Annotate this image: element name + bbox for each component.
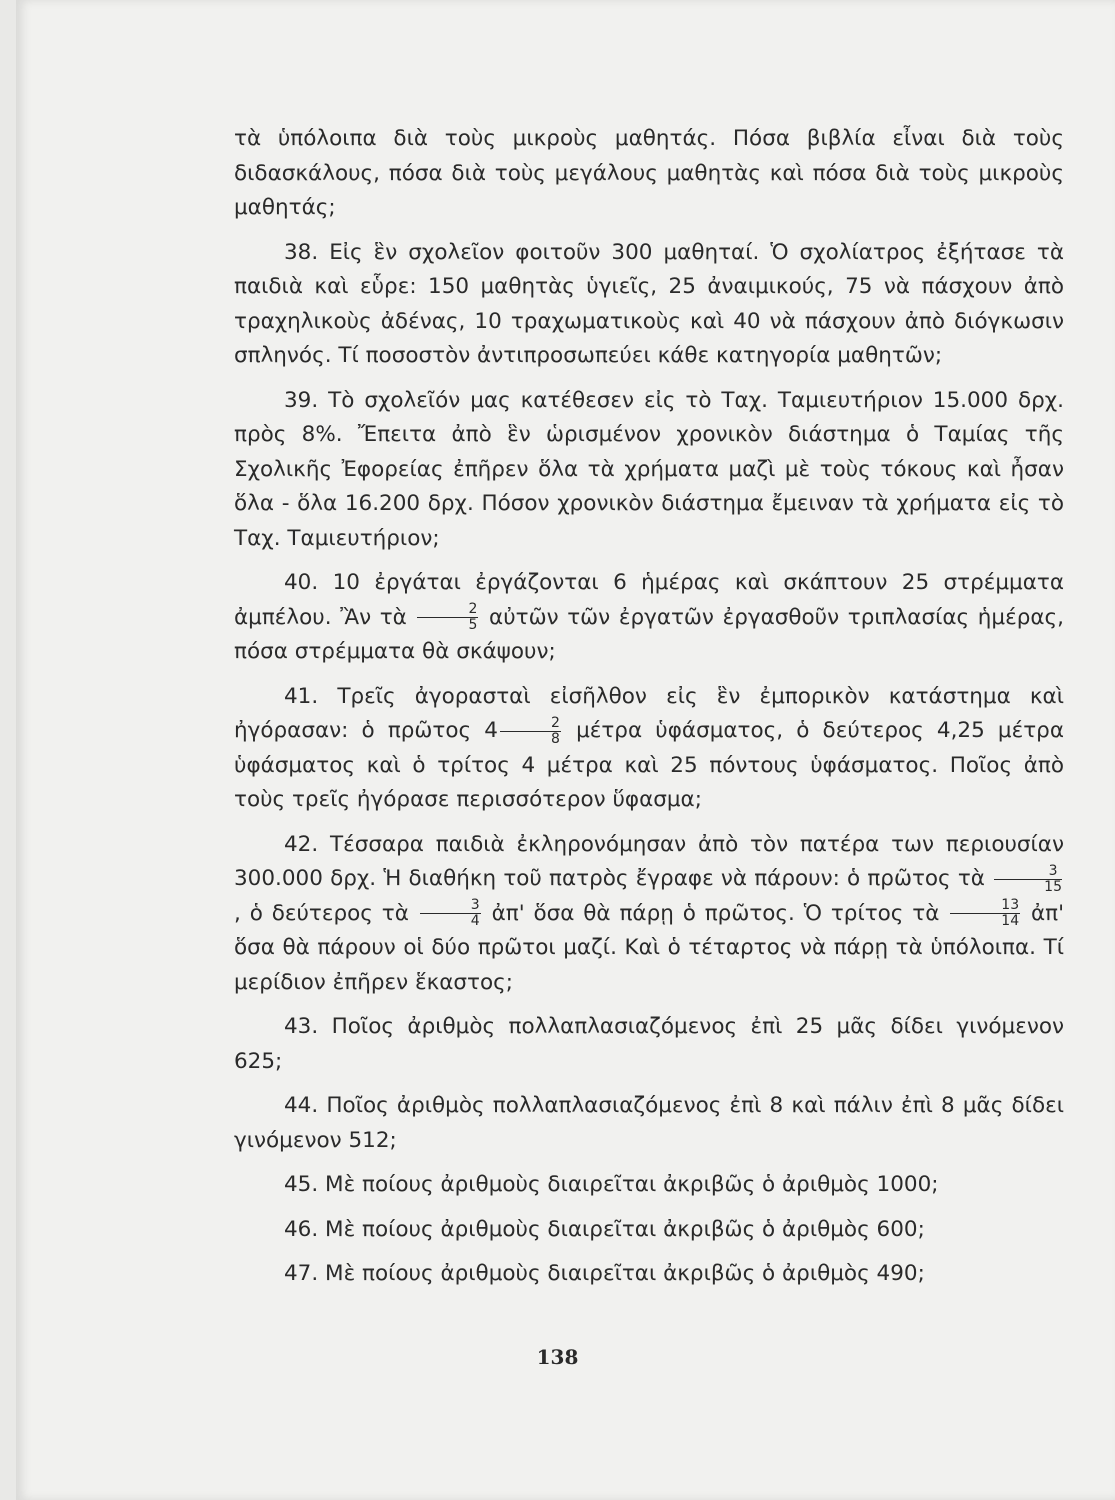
exercise-40-text-a: 40. 10 ἐργάται ἐργάζονται 6 ἡμέρας καὶ σκάπτουν 25 στρέμματα ἀμπέλου. Ἂν τὰ bbox=[234, 570, 1064, 630]
continuation-paragraph: τὰ ὑπόλοιπα διὰ τοὺς μικροὺς μαθητάς. Πόσα βιβλία εἶναι διὰ τοὺς διδασκάλους, πόσα διὰ τοὺς μεγάλους μαθητὰς καὶ πόσα διὰ τοὺς μικροὺς μαθητάς; bbox=[234, 126, 1064, 220]
fraction-3-4: $\frac{3}{4}$ bbox=[420, 898, 481, 929]
fraction-2-8: $\frac{2}{8}$ bbox=[500, 716, 561, 747]
exercise-42-text-c: ἀπ' ὅσα θὰ πάρῃ ὁ πρῶτος. Ὁ τρίτος τὰ bbox=[491, 900, 940, 926]
exercise-41-text-b: μέτρα ὑφάσματος, ὁ δεύτερος 4,25 μέτρα ὑφάσματος καὶ ὁ τρίτος 4 μέτρα καὶ 25 πόντους ὑφάσματος. Ποῖος ἀπὸ τοὺς τρεῖς ἠγόρασε περισσότερον ὕφασμα; bbox=[234, 718, 1064, 812]
fraction-13-14: $\frac{13}{14}$ bbox=[950, 898, 1020, 929]
exercise-44: 44. Ποῖος ἀριθμὸς πολλαπλασιαζόμενος ἐπὶ 8 καὶ πάλιν ἐπὶ 8 μᾶς δίδει γινόμενον 512; bbox=[234, 1093, 1064, 1153]
exercise-42-text-d: ἀπ' ὅσα θὰ πάρουν οἱ δύο πρῶτοι μαζί. Καὶ ὁ τέταρτος νὰ πάρῃ τὰ ὑπόλοιπα. Τί μερίδιον ἐπῆρεν ἕκαστος; bbox=[234, 900, 1065, 995]
exercise-45: 45. Μὲ ποίους ἀριθμοὺς διαιρεῖται ἀκριβῶς ὁ ἀριθμὸς 1000; bbox=[284, 1172, 939, 1197]
page-body bbox=[234, 122, 1064, 1292]
exercise-41 bbox=[234, 680, 1064, 818]
exercise-38: 38. Εἰς ἓν σχολεῖον φοιτοῦν 300 μαθηταί. Ὁ σχολίατρος ἐξήτασε τὰ παιδιὰ καὶ εὗρε: 150 μαθητὰς ὑγιεῖς, 25 ἀναιμικούς, 75 νὰ πάσχουν ἀπὸ τραχηλικοὺς ἀδένας, 10 τραχωματικοὺς καὶ 40 νὰ πάσχουν ἀπὸ διόγκωσιν σπληνός. Τί ποσοστὸν ἀντιπροσωπεύει κάθε κατηγορία μαθητῶν; bbox=[234, 239, 1064, 368]
fraction-2-5: $\frac{2}{5}$ bbox=[417, 602, 478, 633]
exercise-39: 39. Τὸ σχολεῖόν μας κατέθεσεν εἰς τὸ Ταχ. Ταμιευτήριον 15.000 δρχ. πρὸς 8%. Ἔπειτα ἀπὸ ἓν ὡρισμένον χρονικὸν διάστημα ὁ Ταμίας τῆς Σχολικῆς Ἐφορείας ἐπῆρεν ὅλα τὰ χρήματα μαζὶ μὲ τοὺς τόκους καὶ ἦσαν ὅλα - ὅλα 16.200 δρχ. Πόσον χρονικὸν διάστημα ἔμειναν τὰ χρήματα εἰς τὸ Ταχ. Ταμιευτήριον; bbox=[234, 387, 1064, 551]
exercise-42 bbox=[234, 828, 1064, 1001]
exercise-46: 46. Μὲ ποίους ἀριθμοὺς διαιρεῖται ἀκριβῶς ὁ ἀριθμὸς 600; bbox=[284, 1216, 925, 1242]
exercise-43: 43. Ποῖος ἀριθμὸς πολλαπλασιαζόμενος ἐπὶ 25 μᾶς δίδει γινόμενον 625; bbox=[234, 1014, 1064, 1074]
page-number: 138 bbox=[536, 1345, 579, 1369]
exercise-40 bbox=[234, 566, 1064, 670]
exercise-42-text-a: 42. Τέσσαρα παιδιὰ ἐκληρονόμησαν ἀπὸ τὸν πατέρα των περιουσίαν 300.000 δρχ. Ἡ διαθήκη τοῦ πατρὸς ἔγραφε νὰ πάρουν: ὁ πρῶτος τὰ bbox=[234, 831, 1064, 891]
exercise-42-text-b: , ὁ δεύτερος τὰ bbox=[234, 900, 409, 926]
exercise-41-text-a: 41. Τρεῖς ἀγορασταὶ εἰσῆλθον εἰς ἓν ἐμπορικὸν κατάστημα καὶ ἠγόρασαν: ὁ πρῶτος 4 bbox=[234, 683, 1064, 743]
fraction-3-15: $\frac{3}{15}$ bbox=[994, 864, 1062, 895]
exercise-47: 47. Μὲ ποίους ἀριθμοὺς διαιρεῖται ἀκριβῶς ὁ ἀριθμὸς 490; bbox=[284, 1261, 925, 1286]
exercise-40-text-b: αὐτῶν τῶν ἐργατῶν ἐργασθοῦν τριπλασίας ἡμέρας, πόσα στρέμματα θὰ σκάψουν; bbox=[234, 604, 1064, 664]
book-page bbox=[16, 0, 1115, 1500]
